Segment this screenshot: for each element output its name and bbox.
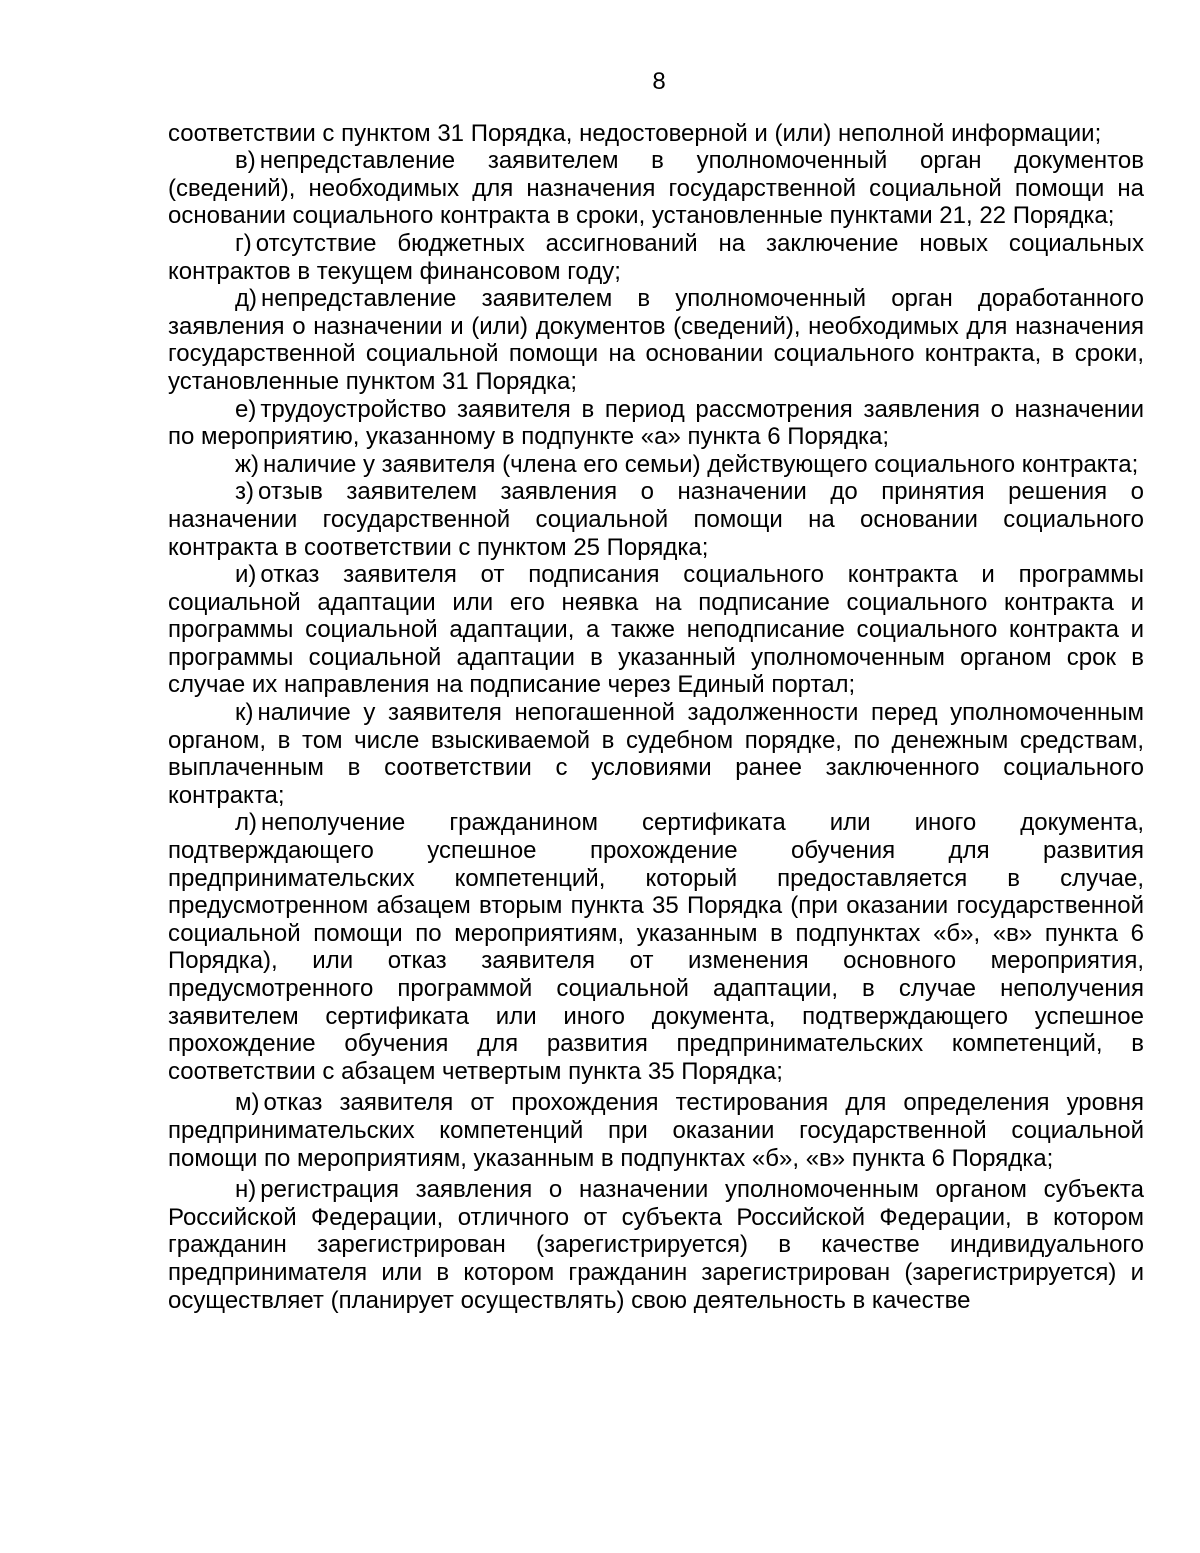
- paragraph-continuation: [168, 120, 1144, 148]
- list-item-k: [168, 699, 1144, 809]
- paragraph-text: отсутствие бюджетных ассигнований на заключение новых социальных контрактов в текущем финансовом году;: [168, 229, 1144, 285]
- item-marker: к): [235, 699, 254, 727]
- list-item-g: [168, 230, 1144, 285]
- list-item-e: [168, 396, 1144, 451]
- paragraph-text: отзыв заявителем заявления о назначении до принятия решения о назначении государственной социальной помощи на основании социального контракта в соответствии с пунктом 25 Порядка;: [168, 478, 1144, 561]
- item-marker: в): [235, 147, 256, 175]
- paragraph-text: наличие у заявителя непогашенной задолженности перед уполномоченным органом, в том числе взыскиваемой в судебном порядке, по денежным средствам, выплаченным в соответствии с условиями ранее заключенного социального контракта;: [168, 699, 1144, 809]
- list-item-zh: [168, 451, 1144, 479]
- item-marker: и): [235, 561, 257, 589]
- list-item-i: [168, 561, 1144, 699]
- paragraph-text: соответствии с пунктом 31 Порядка, недостоверной и (или) неполной информации;: [168, 119, 1102, 147]
- item-marker: е): [235, 395, 257, 423]
- list-item-m: [168, 1089, 1144, 1172]
- list-item-d: [168, 285, 1144, 395]
- list-item-z: [168, 478, 1144, 561]
- item-marker: д): [235, 285, 257, 313]
- paragraph-text: трудоустройство заявителя в период рассмотрения заявления о назначении по мероприятию, указанному в подпункте «а» пункта 6 Порядка;: [168, 395, 1144, 451]
- paragraph-text: отказ заявителя от подписания социального контракта и программы социальной адаптации или его неявка на подписание социального контракта и программы социальной адаптации, а также неподписание социального контракта и программы социальной адаптации в указанный уполномоченным органом срок в случае их направления на подписание через Единый портал;: [168, 561, 1144, 699]
- page-number: 8: [652, 68, 666, 95]
- item-marker: г): [235, 229, 252, 257]
- list-item-n: [168, 1176, 1144, 1314]
- paragraph-text: отказ заявителя от прохождения тестирования для определения уровня предпринимательских компетенций при оказании государственной социальной помощи по мероприятиям, указанным в подпунктах «б», «в» пункта 6 Порядка;: [168, 1089, 1144, 1172]
- item-marker: з): [235, 478, 254, 506]
- item-marker: ж): [235, 450, 260, 478]
- paragraph-text: непредставление заявителем в уполномоченный орган доработанного заявления о назначении и (или) документов (сведений), необходимых для назначения государственной социальной помощи на основании социального контракта, в сроки, установленные пунктом 31 Порядка;: [168, 285, 1144, 395]
- document-page: [168, 68, 1144, 1314]
- paragraph-text: регистрация заявления о назначении уполномоченным органом субъекта Российской Федерации, отличного от субъекта Российской Федерации, в котором гражданин зарегистрирован (зарегистрируется) в качестве индивидуального предпринимателя или в котором гражданин зарегистрирован (зарегистрируется) и осуществляет (планирует осуществлять) свою деятельность в качестве: [168, 1176, 1144, 1314]
- list-item-v: [168, 147, 1144, 230]
- paragraph-text: наличие у заявителя (члена его семьи) действующего социального контракта;: [263, 450, 1139, 478]
- item-marker: м): [235, 1089, 260, 1117]
- list-item-l: [168, 809, 1144, 1085]
- paragraph-text: непредставление заявителем в уполномоченный орган документов (сведений), необходимых для назначения государственной социальной помощи на основании социального контракта в сроки, установленные пунктами 21, 22 Порядка;: [168, 147, 1144, 230]
- item-marker: н): [235, 1176, 257, 1204]
- item-marker: л): [235, 809, 257, 837]
- paragraph-text: неполучение гражданином сертификата или иного документа, подтверждающего успешное прохождение обучения для развития предпринимательских компетенций, который предоставляется в случае, предусмотренном абзацем вторым пункта 35 Порядка (при оказании государственной социальной помощи по мероприятиям, указанным в подпунктах «б», «в» пункта 6 Порядка), или отказ заявителя от изменения основного мероприятия, предусмотренного программой социальной адаптации, в случае неполучения заявителем сертификата или иного документа, подтверждающего успешное прохождение обучения для развития предпринимательских компетенций, в соответствии с абзацем четвертым пункта 35 Порядка;: [168, 809, 1144, 1085]
